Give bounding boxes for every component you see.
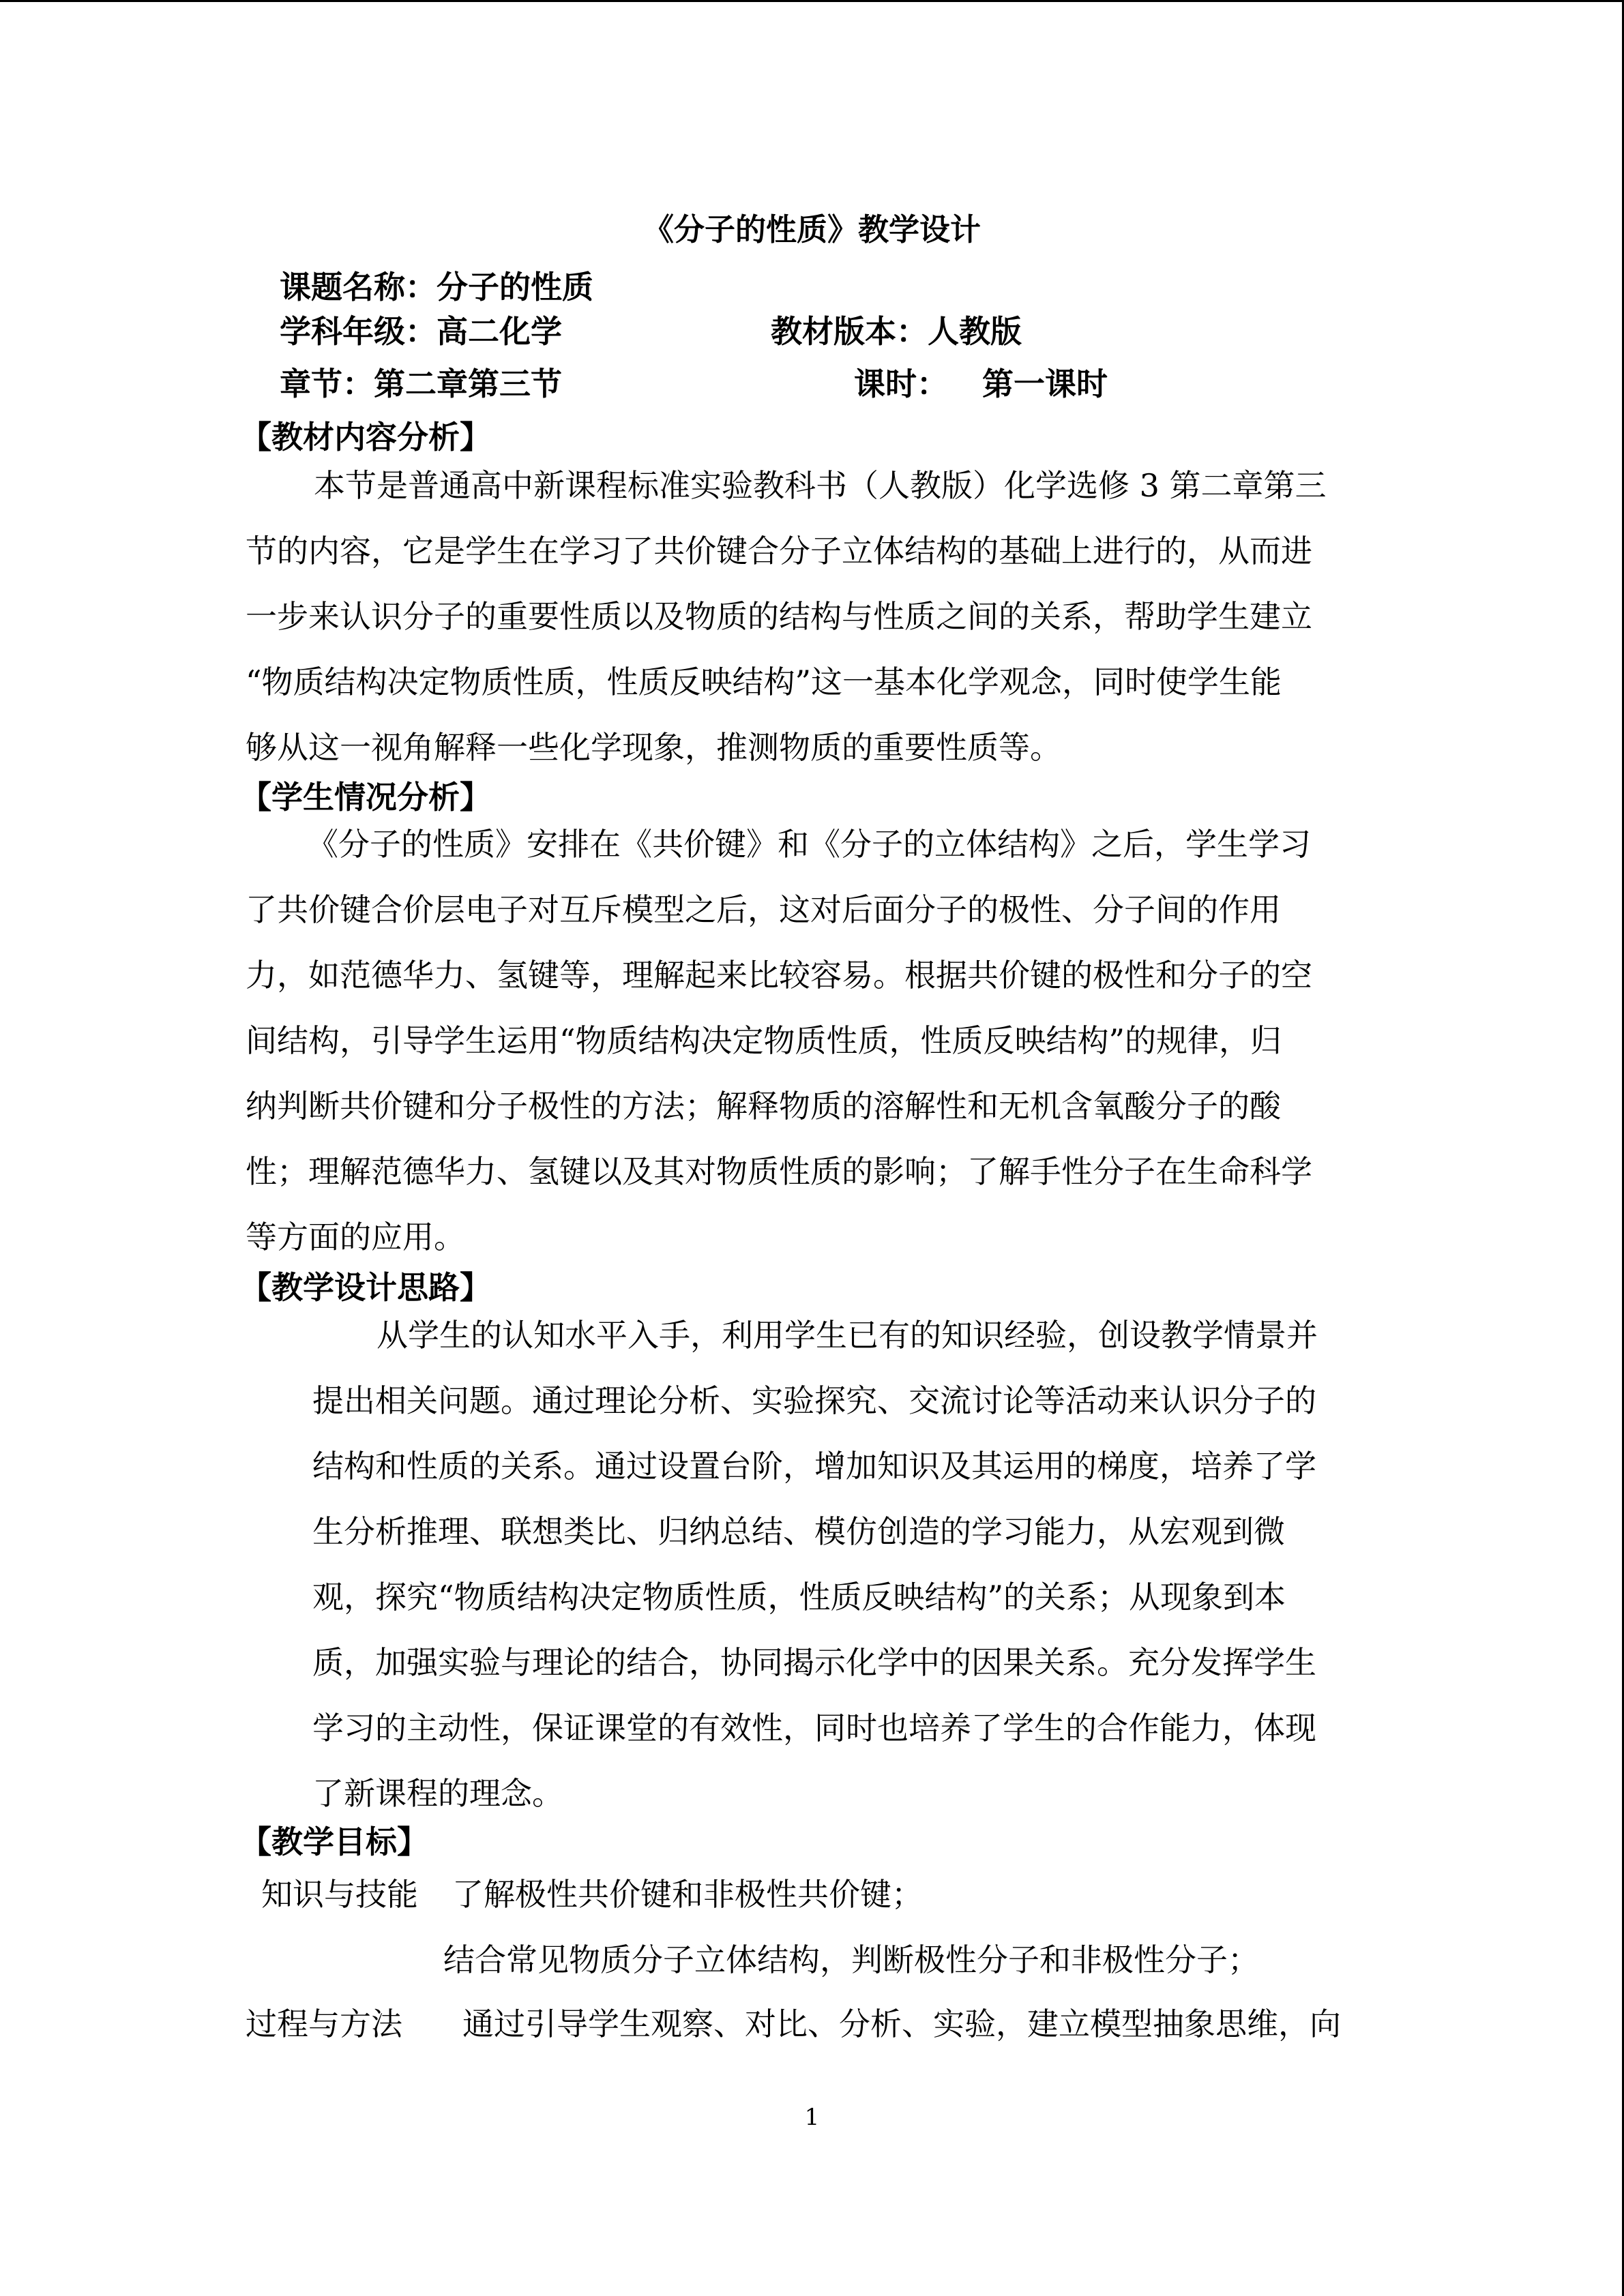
paragraph-line: 等方面的应用。	[246, 1219, 465, 1255]
goal-knowledge-label: 知识与技能	[261, 1876, 418, 1913]
paragraph-line: 生分析推理、联想类比、归纳总结、模仿创造的学习能力，从宏观到微	[312, 1513, 1285, 1550]
paragraph-design-idea	[0, 1302, 1318, 1826]
paragraph-line: 观，探究“物质结构决定物质性质，性质反映结构”的关系；从现象到本	[312, 1579, 1286, 1615]
heading-design-idea: 【教学设计思路】	[240, 1269, 491, 1306]
goal-knowledge-line-2: 结合常见物质分子立体结构，判断极性分子和非极性分子；	[443, 1941, 1259, 1978]
paragraph-content-analysis	[0, 453, 1327, 780]
paragraph-line: “物质结构决定物质性质，性质反映结构”这一基本化学观念，同时使学生能	[246, 664, 1282, 700]
paragraph-line: 提出相关问题。通过理论分析、实验探究、交流讨论等活动来认识分子的	[312, 1382, 1316, 1419]
paragraph-line: 学习的主动性，保证课堂的有效性，同时也培养了学生的合作能力，体现	[312, 1710, 1316, 1746]
paragraph-line: 节的内容，它是学生在学习了共价键合分子立体结构的基础上进行的，从而进	[246, 533, 1312, 569]
goal-knowledge-line-1: 了解极性共价键和非极性共价键；	[452, 1876, 923, 1913]
paragraph-line: 从学生的认知水平入手，利用学生已有的知识经验，创设教学情景并	[377, 1317, 1318, 1354]
document-title: 《分子的性质》教学设计	[643, 211, 981, 248]
heading-content-analysis: 【教材内容分析】	[240, 419, 491, 456]
textbook-edition: 教材版本：人教版	[771, 313, 1022, 350]
paragraph-line: 质，加强实验与理论的结合，协同揭示化学中的因果关系。充分发挥学生	[312, 1644, 1316, 1681]
chapter-section: 章节：第二章第三节	[280, 366, 562, 402]
paragraph-line: 间结构，引导学生运用“物质结构决定物质性质，性质反映结构”的规律，归	[246, 1022, 1282, 1059]
heading-teaching-goals: 【教学目标】	[240, 1823, 428, 1860]
paragraph-line: 了新课程的理念。	[312, 1775, 563, 1812]
subject-grade: 学科年级：高二化学	[280, 313, 562, 350]
page-top-border	[0, 0, 1624, 2]
paragraph-student-analysis	[0, 811, 1312, 1270]
class-period-value: 第一课时	[982, 366, 1108, 402]
goal-process-line-1: 通过引导学生观察、对比、分析、实验，建立模型抽象思维，向	[462, 2006, 1341, 2042]
paragraph-line: 一步来认识分子的重要性质以及物质的结构与性质之间的关系，帮助学生建立	[246, 598, 1312, 635]
goal-process-label: 过程与方法	[246, 2006, 402, 2042]
paragraph-line: 《分子的性质》安排在《共价键》和《分子的立体结构》之后，学生学习	[307, 826, 1311, 863]
paragraph-line: 本节是普通高中新课程标准实验教科书（人教版）化学选修 3 第二章第三	[314, 467, 1327, 504]
paragraph-line: 结构和性质的关系。通过设置台阶，增加知识及其运用的梯度，培养了学	[312, 1448, 1316, 1485]
paragraph-line: 了共价键合价层电子对互斥模型之后，这对后面分子的极性、分子间的作用	[246, 891, 1281, 928]
paragraph-line: 纳判断共价键和分子极性的方法；解释物质的溶解性和无机含氧酸分子的酸	[246, 1088, 1281, 1124]
page-number: 1	[804, 2104, 820, 2131]
paragraph-line: 力，如范德华力、氢键等，理解起来比较容易。根据共价键的极性和分子的空	[246, 957, 1312, 994]
class-period-label: 课时：	[854, 366, 948, 402]
paragraph-line: 性；理解范德华力、氢键以及其对物质性质的影响；了解手性分子在生命科学	[246, 1153, 1312, 1190]
heading-student-analysis: 【学生情况分析】	[240, 779, 491, 816]
paragraph-line: 够从这一视角解释一些化学现象，推测物质的重要性质等。	[246, 729, 1061, 766]
topic-name: 课题名称：分子的性质	[280, 269, 593, 305]
